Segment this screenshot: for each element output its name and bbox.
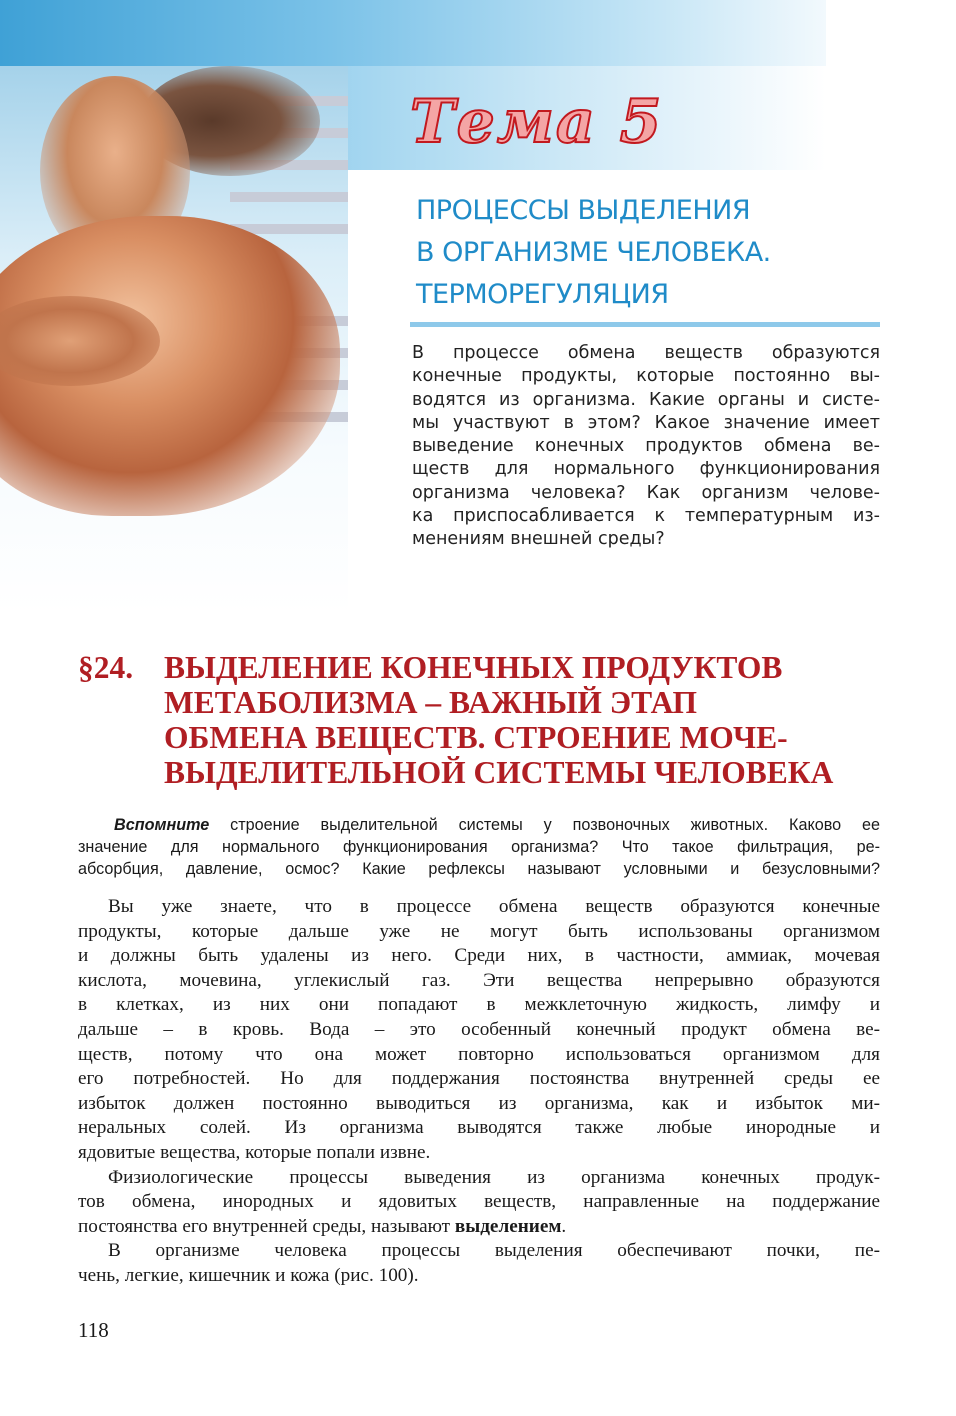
body-line: чень, легкие, кишечник и кожа (рис. 100). bbox=[78, 1264, 419, 1286]
body-line: избыток должен постоянно выводиться из организма, как и избыток ми- bbox=[78, 1092, 880, 1114]
intro-line: ка приспосабливается к температурным из- bbox=[412, 506, 880, 527]
definition-end: . bbox=[561, 1215, 567, 1237]
recall-text: строение выделительной системы у позвоночных животных. Каково ее bbox=[209, 816, 880, 834]
body-line: в клетках, из них они попадают в межклеточную жидкость, лимфу и bbox=[78, 994, 880, 1016]
topic-number-label: Тема 5 bbox=[410, 87, 664, 157]
intro-line: мы участвуют в этом? Какое значение имеет bbox=[412, 412, 880, 433]
intro-line: конечные продукты, которые постоянно вы- bbox=[412, 366, 880, 387]
body-line: ществ, потому что она может повторно использоваться организмом для bbox=[78, 1043, 880, 1065]
recall-line: абсорбция, давление, осмос? Какие рефлексы называют условными и безусловными? bbox=[78, 860, 880, 878]
intro-line: организма человека? Как организм челове- bbox=[412, 482, 880, 503]
section-title-line: МЕТАБОЛИЗМА – ВАЖНЫЙ ЭТАП bbox=[164, 685, 698, 720]
term-excretion: выделением bbox=[454, 1215, 562, 1237]
title-underline bbox=[410, 322, 880, 327]
intro-line: водятся из организма. Какие органы и систе- bbox=[412, 389, 880, 410]
recall-line: значение для нормального функционирования организма? Что такое фильтрация, ре- bbox=[78, 838, 880, 856]
recall-line bbox=[78, 814, 880, 836]
intro-line: В процессе обмена веществ образуются bbox=[412, 343, 880, 363]
body-line: кислота, мочевина, углекислый газ. Эти вещества непрерывно образуются bbox=[78, 969, 880, 991]
body-line: В организме человека процессы выделения обеспечивают почки, пе- bbox=[108, 1240, 880, 1262]
body-line: Вы уже знаете, что в процессе обмена веществ образуются конечные bbox=[108, 896, 880, 917]
body-line: продукты, которые дальше уже не могут быть использованы организмом bbox=[78, 920, 880, 942]
body-line: и должны быть удалены из него. Среди них, в частности, аммиак, мочевая bbox=[78, 945, 880, 967]
topic-title-line: ПРОЦЕССЫ ВЫДЕЛЕНИЯ bbox=[416, 195, 751, 226]
section-title-line: ВЫДЕЛЕНИЕ КОНЕЧНЫХ ПРОДУКТОВ bbox=[164, 650, 783, 685]
recall-box bbox=[78, 814, 880, 880]
section-number: §24. bbox=[78, 650, 134, 685]
body-line: его потребностей. Но для поддержания постоянства внутренней среды ее bbox=[78, 1068, 880, 1090]
section-title-line: ОБМЕНА ВЕЩЕСТВ. СТРОЕНИЕ МОЧЕ- bbox=[164, 720, 788, 755]
intro-line: выведение конечных продуктов обмена ве- bbox=[412, 436, 880, 457]
intro-line: менениям внешней среды? bbox=[412, 529, 665, 550]
intro-line: ществ для нормального функционирования bbox=[412, 459, 880, 480]
recall-lead: Вспомните bbox=[114, 816, 210, 834]
page-number: 118 bbox=[78, 1318, 109, 1342]
body-line: Физиологические процессы выведения из организма конечных продук- bbox=[108, 1166, 880, 1188]
topic-title-line: В ОРГАНИЗМЕ ЧЕЛОВЕКА. bbox=[416, 237, 771, 268]
section-title bbox=[164, 650, 833, 790]
topic-title-line: ТЕРМОРЕГУЛЯЦИЯ bbox=[416, 279, 669, 310]
body-line bbox=[78, 1215, 880, 1240]
body-line: дальше – в кровь. Вода – это особенный конечный продукт обмена ве- bbox=[78, 1018, 880, 1040]
body-line: неральных солей. Из организма выводятся также любые инородные и bbox=[78, 1117, 880, 1139]
decor-stripe bbox=[230, 192, 348, 202]
topic-title bbox=[416, 190, 886, 316]
section-title-line: ВЫДЕЛИТЕЛЬНОЙ СИСТЕМЫ ЧЕЛОВЕКА bbox=[164, 755, 834, 790]
banner-strip bbox=[0, 0, 826, 66]
body-line: тов обмена, инородных и ядовитых веществ, направленные на поддержание bbox=[78, 1191, 880, 1213]
topic-intro bbox=[412, 342, 880, 552]
illustration-back-photo bbox=[0, 66, 348, 614]
definition-text: постоянства его внутренней среды, называют bbox=[78, 1215, 455, 1237]
body-text bbox=[78, 895, 880, 1289]
body-line: ядовитые вещества, которые попали извне. bbox=[78, 1141, 431, 1163]
